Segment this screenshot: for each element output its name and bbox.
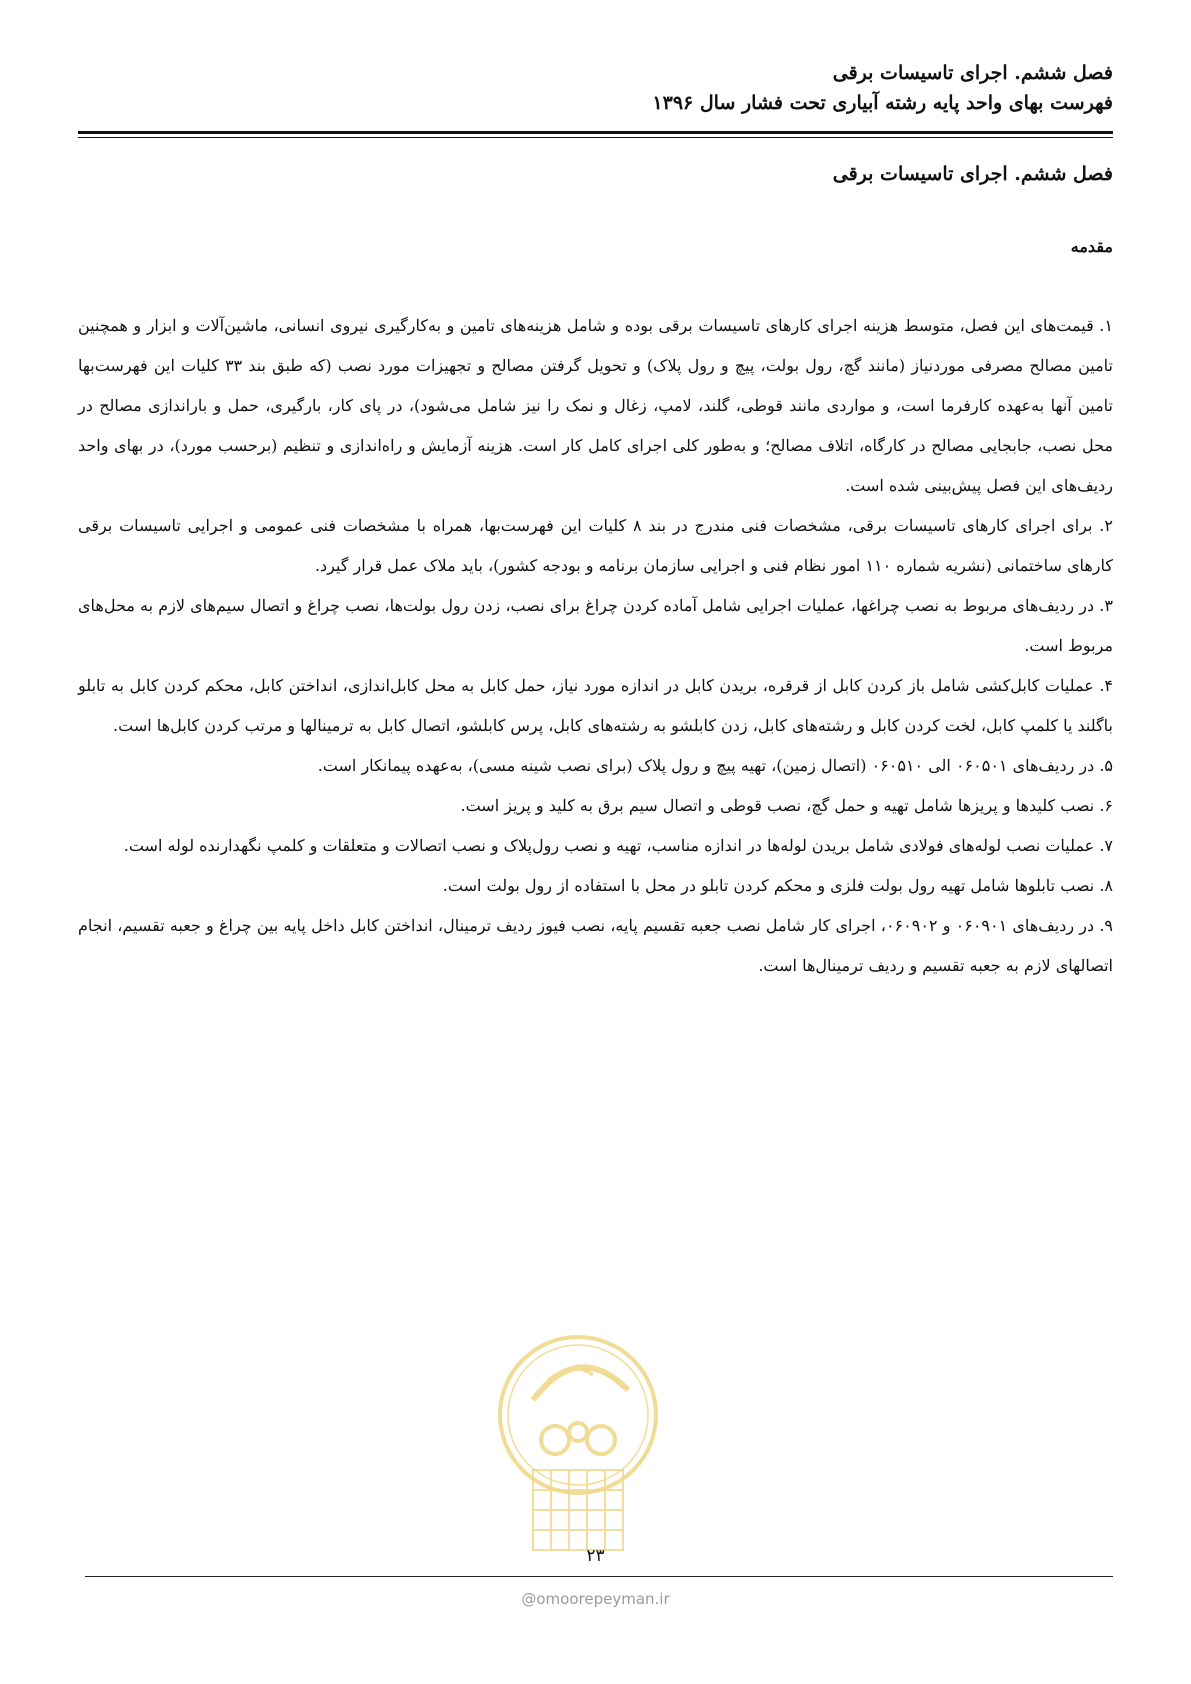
page-number: ۲۳ bbox=[586, 1546, 605, 1566]
intro-heading: مقدمه bbox=[1070, 237, 1113, 256]
paragraph-9: ۹. در ردیف‌های ۰۶۰۹۰۱ و ۰۶۰۹۰۲، اجرای کار شامل نصب جعبه تقسیم پایه، نصب فیوز ردیف ترمینال، انداختن کابل داخل پایه بین چراغ و جعبه تقسیم، انجام اتصالهای لازم به جعبه تقسیم و ردیف ترمینال‌ها است. bbox=[78, 916, 1113, 975]
header-chapter-title: فصل ششم. اجرای تاسیسات برقی bbox=[832, 62, 1113, 84]
paragraph-4: ۴. عملیات کابل‌کشی شامل باز کردن کابل از قرقره، بریدن کابل در اندازه مورد نیاز، حمل کابل به محل کابل‌اندازی، انداختن کابل، محکم کردن کابل به تابلو باگلند یا کلمپ کابل، لخت کردن کابل و رشته‌های کابل، زدن کابلشو به رشته‌های کابل، پرس کابلشو، اتصال کابل به ترمینالها و مرتب کردن کابل‌ها است. bbox=[78, 676, 1113, 735]
footer-credit bbox=[0, 1590, 1191, 1608]
section-title: فصل ششم. اجرای تاسیسات برقی bbox=[832, 163, 1113, 185]
watermark-logo-icon bbox=[493, 1320, 663, 1560]
paragraph-7: ۷. عملیات نصب لوله‌های فولادی شامل بریدن لوله‌ها در اندازه مناسب، تهیه و نصب رول‌پلاک و نصب اتصالات و متعلقات و کلمپ نگهدارنده لوله است. bbox=[123, 836, 1113, 855]
paragraph-6: ۶. نصب کلیدها و پریزها شامل تهیه و حمل گچ، نصب قوطی و اتصال سیم برق به کلید و پریز است. bbox=[460, 796, 1113, 815]
header-divider-thin bbox=[78, 137, 1113, 138]
paragraph-8: ۸. نصب تابلوها شامل تهیه رول بولت فلزی و محکم کردن تابلو در محل با استفاده از رول بولت است. bbox=[442, 876, 1113, 895]
header-divider-thick bbox=[78, 131, 1113, 134]
body-text bbox=[78, 306, 1113, 986]
at-sign-icon: @ bbox=[521, 1590, 537, 1608]
paragraph-2: ۲. برای اجرای کارهای تاسیسات برقی، مشخصات فنی مندرج در بند ۸ کلیات این فهرست‌بها، همراه با مشخصات فنی عمومی و اجرایی تاسیسات برقی کارهای ساختمانی (نشریه شماره ۱۱۰ امور نظام فنی و اجرایی سازمان برنامه و بودجه کشور)، باید ملاک عمل قرار گیرد. bbox=[78, 516, 1113, 575]
footer-divider bbox=[85, 1576, 1113, 1577]
footer-credit-text: omoorepeyman.ir bbox=[536, 1590, 670, 1608]
paragraph-3: ۳. در ردیف‌های مربوط به نصب چراغها، عملیات اجرایی شامل آماده کردن چراغ برای نصب، زدن رول بولت‌ها، نصب چراغ و اتصال سیم‌های لازم به محل‌های مربوط است. bbox=[78, 596, 1113, 655]
page-header bbox=[78, 58, 1113, 118]
paragraph-1: ۱. قیمت‌های این فصل، متوسط هزینه اجرای کارهای تاسیسات برقی بوده و شامل هزینه‌های تامین و به‌کارگیری نیروی انسانی، ماشین‌آلات و ابزار و همچنین تامین مصالح مصرفی موردنیاز (مانند گچ، رول بولت، پیچ و رول پلاک) و تحویل گرفتن مصالح و تجهیزات مورد نصب (که طبق بند ۳۳ کلیات این فهرست‌بها تامین آنها به‌عهده کارفرما است، و مواردی مانند قوطی، گلند، لامپ، زغال و نمک را نیز شامل می‌شود)، در پای کار، بارگیری، حمل و باراندازی مصالح در محل نصب، جابجایی مصالح در کارگاه، اتلاف مصالح؛ و به‌طور کلی اجرای کامل کار است. هزینه آزمایش و راه‌اندازی و تنظیم (برحسب مورد)، در بهای واحد ردیف‌های این فصل پیش‌بینی شده است. bbox=[78, 316, 1114, 495]
paragraph-5: ۵. در ردیف‌های ۰۶۰۵۰۱ الی ۰۶۰۵۱۰ (اتصال زمین)، تهیه پیچ و رول پلاک (برای نصب شینه مسی)، به‌عهده پیمانکار است. bbox=[317, 756, 1113, 775]
header-document-title: فهرست بهای واحد پایه رشته آبیاری تحت فشار سال ۱۳۹۶ bbox=[652, 92, 1113, 114]
